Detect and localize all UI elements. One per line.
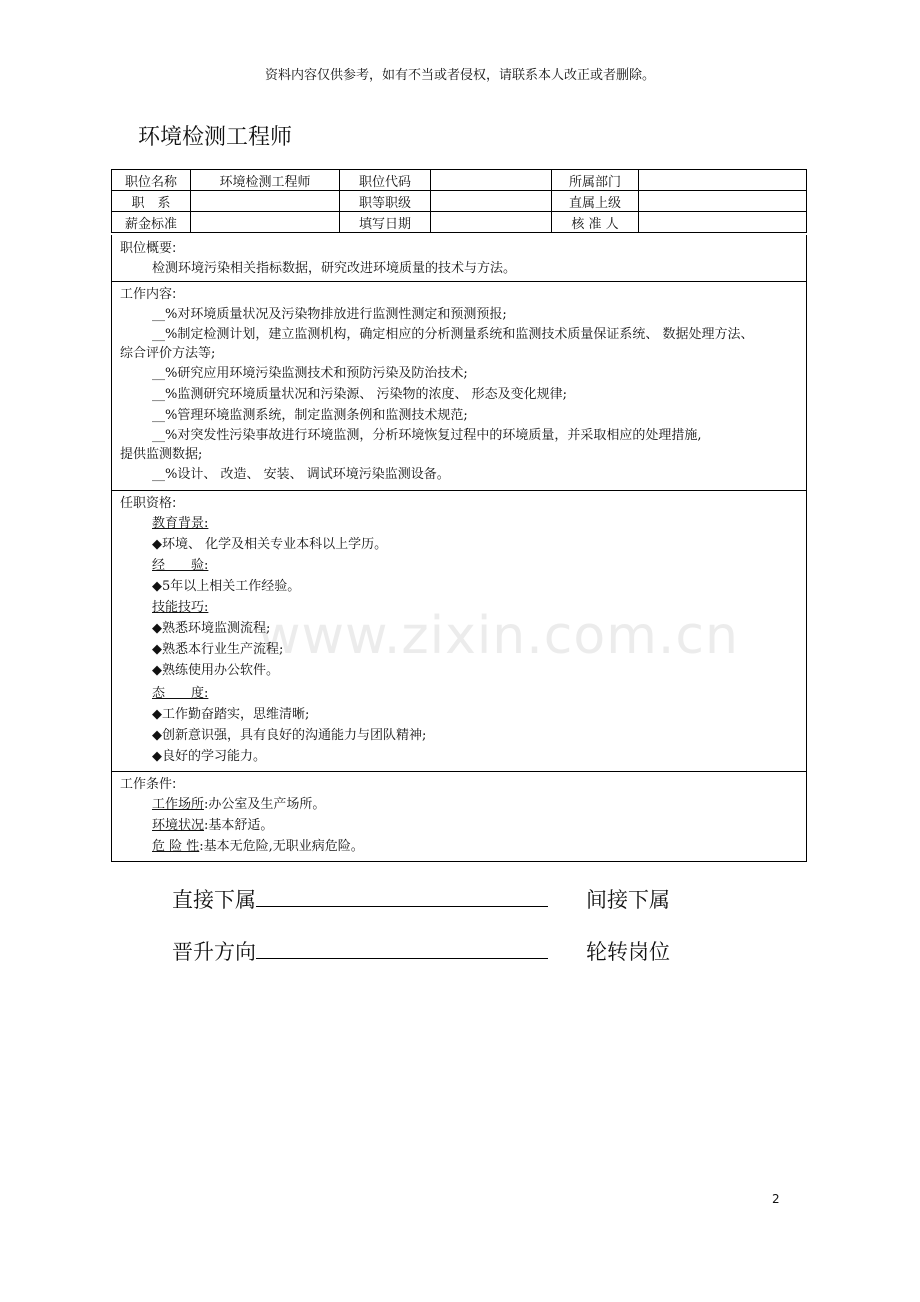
summary-text: 检测环境污染相关指标数据，研究改进环境质量的技术与方法。 (152, 261, 517, 276)
list-item: 综合评价方法等; (120, 346, 216, 361)
attitude-label: 态 度: (152, 686, 209, 701)
direct-subordinate-blank (256, 905, 548, 907)
duties-heading: 工作内容: (120, 287, 177, 302)
value-fill-date (431, 212, 552, 233)
page-number: 2 (772, 1192, 780, 1206)
table-row (112, 191, 807, 212)
list-item: __%研究应用环境污染监测技术和预防污染及防治技术; (152, 366, 468, 381)
indirect-subordinate-label: 间接下属 (586, 888, 670, 912)
table-row (112, 170, 807, 191)
risk-label: 危 险 性 (152, 839, 200, 854)
page-title: 环境检测工程师 (138, 125, 293, 150)
list-item: __%对环境质量状况及污染物排放进行监测性测定和预测预报; (152, 307, 507, 322)
experience-label: 经 验: (152, 558, 209, 573)
environment-value: :基本舒适。 (204, 818, 274, 833)
value-approver (639, 212, 807, 233)
disclaimer: 资料内容仅供参考，如有不当或者侵权，请联系本人改正或者删除。 (264, 68, 655, 83)
label-department: 所属部门 (552, 170, 639, 191)
label-supervisor: 直属上级 (552, 191, 639, 212)
list-item: __%制定检测计划，建立监测机构，确定相应的分析测量系统和监测技术质量保证系统、 数据处理方法、 (152, 327, 754, 342)
risk-line (112, 836, 806, 857)
summary-section (111, 235, 807, 282)
qualifications-section (111, 490, 807, 772)
summary-heading: 职位概要: (120, 241, 177, 256)
workplace-label: 工作场所 (152, 797, 205, 812)
watermark: www.zixin.com.cn (258, 606, 739, 666)
direct-subordinate-line (172, 884, 548, 914)
promotion-label: 晋升方向 (172, 940, 256, 964)
education-text: ◆环境、 化学及相关专业本科以上学历。 (152, 537, 388, 552)
value-supervisor (639, 191, 807, 212)
list-item: ◆熟悉本行业生产流程; (152, 642, 284, 657)
workplace-line (112, 794, 806, 815)
list-item: ◆熟练使用办公软件。 (152, 663, 279, 678)
list-item: ◆创新意识强，具有良好的沟通能力与团队精神; (152, 728, 427, 743)
risk-value: :基本无危险,无职业病危险。 (199, 839, 364, 854)
direct-subordinate-label: 直接下属 (172, 888, 256, 912)
value-department (639, 170, 807, 191)
job-info-table (111, 169, 807, 233)
conditions-section (111, 771, 807, 862)
duties-section (111, 281, 807, 491)
label-position-name: 职位名称 (112, 170, 191, 191)
table-row (112, 212, 807, 233)
label-fill-date: 填写日期 (340, 212, 431, 233)
list-item: ◆工作勤奋踏实，思维清晰; (152, 707, 310, 722)
list-item: __%监测研究环境质量状况和污染源、 污染物的浓度、 形态及变化规律; (152, 387, 567, 402)
value-salary (191, 212, 340, 233)
label-grade: 职等职级 (340, 191, 431, 212)
experience-text: ◆5年以上相关工作经验。 (152, 579, 301, 594)
skills-label: 技能技巧: (152, 600, 209, 615)
value-job-family (191, 191, 340, 212)
list-item: ◆良好的学习能力。 (152, 749, 266, 764)
list-item: __%管理环境监测系统，制定监测条例和监测技术规范; (152, 408, 468, 423)
label-salary: 薪金标准 (112, 212, 191, 233)
environment-label: 环境状况 (152, 818, 205, 833)
conditions-heading: 工作条件: (120, 777, 177, 792)
value-grade (431, 191, 552, 212)
qualifications-heading: 任职资格: (120, 496, 177, 511)
value-position-name: 环境检测工程师 (191, 170, 340, 191)
label-position-code: 职位代码 (340, 170, 431, 191)
rotation-label: 轮转岗位 (586, 940, 670, 964)
list-item: 提供监测数据; (120, 447, 203, 462)
list-item: __%对突发性污染事故进行环境监测，分析环境恢复过程中的环境质量，并采取相应的处理措施, (152, 428, 702, 443)
promotion-blank (256, 957, 548, 959)
value-position-code (431, 170, 552, 191)
workplace-value: :办公室及生产场所。 (204, 797, 326, 812)
environment-line (112, 815, 806, 836)
list-item: __%设计、 改造、 安装、 调试环境污染监测设备。 (152, 467, 450, 482)
education-label: 教育背景: (152, 516, 209, 531)
list-item: ◆熟悉环境监测流程; (152, 621, 271, 636)
promotion-line (172, 936, 548, 966)
label-job-family: 职 系 (112, 191, 191, 212)
label-approver: 核 准 人 (552, 212, 639, 233)
